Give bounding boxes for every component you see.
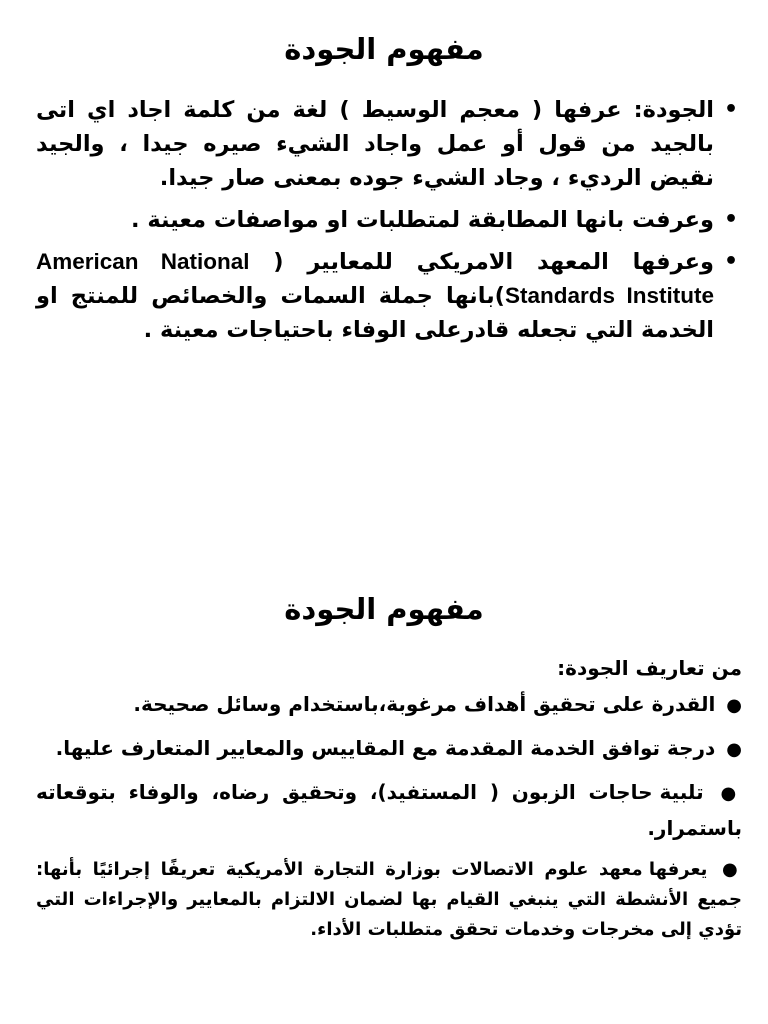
slide-1-bullet-list [0,93,768,347]
slide-1-item-3-english-name: American National Standards Institute [36,248,714,308]
slide-2-item-2 [36,731,742,767]
slide-2-intro: من تعاريف الجودة: [557,655,742,680]
slide-2-bullet-list [0,687,768,945]
slide-1-item-1 [36,93,738,195]
slide-1-item-3-text-before: وعرفها المعهد الامريكي للمعايير ( [273,248,714,275]
bullet-dot-icon: ● [720,782,743,804]
bullet-dot-icon: ● [726,694,742,716]
slide-2-item-4-text: يعرفها معهد علوم الاتصالات بوزارة التجارة الأمريكية تعريفًا إجرائيًا بأنها: جميع الأنشطة التي ينبغي القيام بها لضمان الالتزام بالمعايير والإجراءات التي تؤدي إلى مخرجات وخدمات تحقق متطلبات الأداء. [36,858,742,940]
slide-2-item-1 [36,687,742,723]
slide-2-item-2-text: درجة توافق الخدمة المقدمة مع المقاييس والمعايير المتعارف عليها. [55,735,716,760]
slide-1-title: مفهوم الجودة [284,32,484,66]
slide-2-item-3-text: تلبية حاجات الزبون ( المستفيد)، وتحقيق رضاه، والوفاء بتوقعاته باستمرار. [36,779,742,840]
slide-1-item-2 [36,203,738,237]
slide-2-title: مفهوم الجودة [284,592,484,626]
bullet-icon: • [723,248,738,274]
slide-2-item-1-text: القدرة على تحقيق أهداف مرغوبة،باستخدام وسائل صحيحة. [133,691,716,716]
slide-1-item-2-text: وعرفت بانها المطابقة لمتطلبات او مواصفات معينة . [131,206,714,233]
slide-2-item-4 [36,855,742,945]
slide-1-item-3-text-after: )بانها جملة السمات والخصائص للمنتج او الخدمة التي تجعله قادرعلى الوفاء باحتياجات معينة . [36,282,714,343]
bullet-icon: • [723,96,738,122]
slide-2-item-3 [36,775,742,845]
bullet-dot-icon: ● [721,858,742,880]
slide-1 [0,0,768,470]
slide-1-item-1-text: الجودة: عرفها ( معجم الوسيط ) لغة من كلمة اجاد اي اتى بالجيد من قول أو عمل واجاد الشيء صيره جيدا ، والجيد نقيض الرديء ، وجاد الشيء جوده بمعنى صار جيدا. [36,96,714,191]
slide-1-item-3 [36,245,738,347]
bullet-dot-icon: ● [726,738,742,760]
bullet-icon: • [723,206,738,232]
slide-2 [0,578,768,1024]
